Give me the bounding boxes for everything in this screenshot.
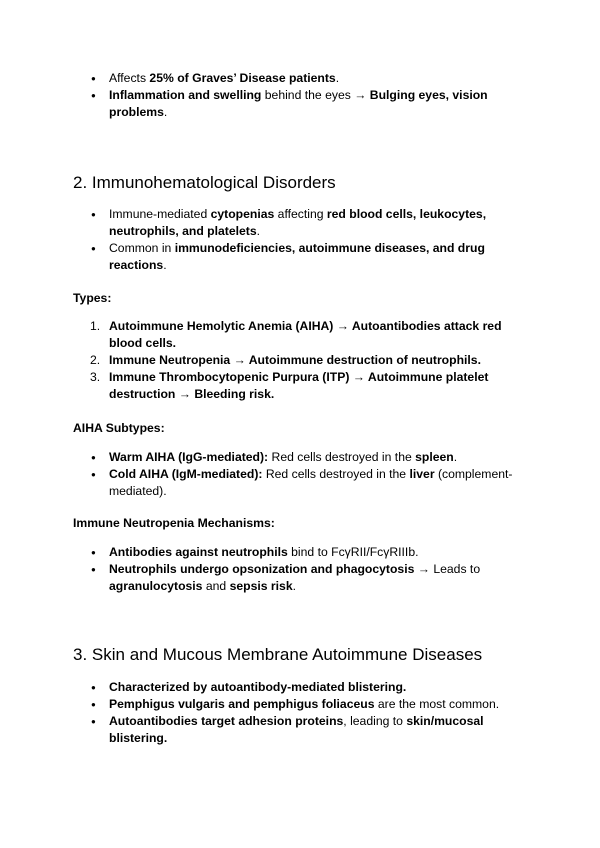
bold-text: spleen bbox=[415, 450, 454, 464]
text-run: . bbox=[163, 258, 167, 272]
section-2-intro-list bbox=[73, 206, 533, 274]
neutropenia-mechanisms-label: Immune Neutropenia Mechanisms: bbox=[73, 516, 275, 530]
list-item bbox=[73, 318, 533, 352]
text-run: affecting bbox=[274, 207, 327, 221]
text-run: Red cells destroyed in the bbox=[268, 450, 416, 464]
text-run: Red cells destroyed in the bbox=[262, 467, 410, 481]
list-item bbox=[73, 713, 533, 747]
bold-text: Characterized by autoantibody-mediated blistering. bbox=[109, 680, 407, 694]
list-number: 1. bbox=[90, 319, 101, 333]
text-run: are the most common. bbox=[374, 697, 500, 711]
text-run: , leading to bbox=[343, 714, 407, 728]
list-item bbox=[73, 679, 533, 696]
bold-text: Warm AIHA (IgG-mediated): bbox=[109, 450, 269, 464]
bold-text: Antibodies against neutrophils bbox=[109, 545, 288, 559]
bold-text: cytopenias bbox=[210, 207, 275, 221]
text-run: → Leads to bbox=[414, 562, 481, 576]
aiha-subtypes-label: AIHA Subtypes: bbox=[73, 421, 165, 435]
bold-text: Immune Neutropenia → Autoimmune destruction of neutrophils. bbox=[109, 353, 481, 367]
text-run: Immune-mediated bbox=[109, 207, 211, 221]
text-run: . bbox=[453, 450, 458, 464]
text-run: . bbox=[292, 579, 296, 593]
bold-text: Autoimmune Hemolytic Anemia (AIHA) → Autoantibodies attack red blood cells. bbox=[109, 319, 502, 350]
bold-text: skin/mucosal blistering. bbox=[109, 714, 484, 745]
text-run: Affects bbox=[109, 71, 150, 85]
bold-text: 25% of Graves’ Disease patients bbox=[149, 71, 336, 85]
bold-text: Bulging eyes, vision problems bbox=[109, 88, 488, 119]
list-item bbox=[73, 544, 533, 561]
list-item bbox=[73, 87, 533, 121]
text-run: . bbox=[335, 71, 340, 85]
graves-list bbox=[73, 70, 533, 121]
bold-text: Autoantibodies target adhesion proteins bbox=[109, 714, 344, 728]
list-item bbox=[73, 70, 533, 87]
list-item bbox=[73, 696, 533, 713]
types-list bbox=[73, 318, 533, 403]
text-run: . bbox=[256, 224, 261, 238]
list-item bbox=[73, 352, 533, 369]
list-item bbox=[73, 561, 533, 595]
section-3-heading: 3. Skin and Mucous Membrane Autoimmune Diseases bbox=[73, 645, 483, 664]
section-2-heading: 2. Immunohematological Disorders bbox=[73, 173, 336, 192]
text-run: and bbox=[202, 579, 230, 593]
text-run: . bbox=[163, 105, 168, 119]
list-item bbox=[73, 466, 533, 500]
bold-text: Pemphigus vulgaris and pemphigus foliaceus bbox=[109, 697, 375, 711]
list-number: 2. bbox=[90, 353, 101, 367]
list-item bbox=[73, 206, 533, 240]
aiha-subtypes-list bbox=[73, 449, 533, 500]
types-label: Types: bbox=[73, 291, 112, 305]
list-number: 3. bbox=[90, 370, 101, 384]
bold-text: immunodeficiencies, autoimmune diseases, and drug reactions bbox=[109, 241, 485, 272]
bold-text: Neutrophils undergo opsonization and phagocytosis bbox=[109, 562, 415, 576]
bold-text: sepsis risk bbox=[229, 579, 293, 593]
bold-text: Immune Thrombocytopenic Purpura (ITP) → Autoimmune platelet destruction → Bleeding risk. bbox=[109, 370, 489, 401]
list-item bbox=[73, 369, 533, 403]
bold-text: Inflammation and swelling bbox=[109, 88, 262, 102]
section-3-list bbox=[73, 679, 533, 747]
neutropenia-mechanisms-list bbox=[73, 544, 533, 595]
list-item bbox=[73, 240, 533, 274]
bold-text: agranulocytosis bbox=[109, 579, 203, 593]
text-run: (complement-mediated). bbox=[109, 467, 513, 498]
text-run: Common in bbox=[109, 241, 175, 255]
text-run: bind to FcγRII/FcγRIIIb. bbox=[287, 545, 419, 559]
bold-text: red blood cells, leukocytes, neutrophils, and platelets bbox=[109, 207, 487, 238]
bold-text: Cold AIHA (IgM-mediated): bbox=[109, 467, 263, 481]
text-run: behind the eyes → bbox=[261, 88, 370, 102]
list-item bbox=[73, 449, 533, 466]
bold-text: liver bbox=[409, 467, 435, 481]
